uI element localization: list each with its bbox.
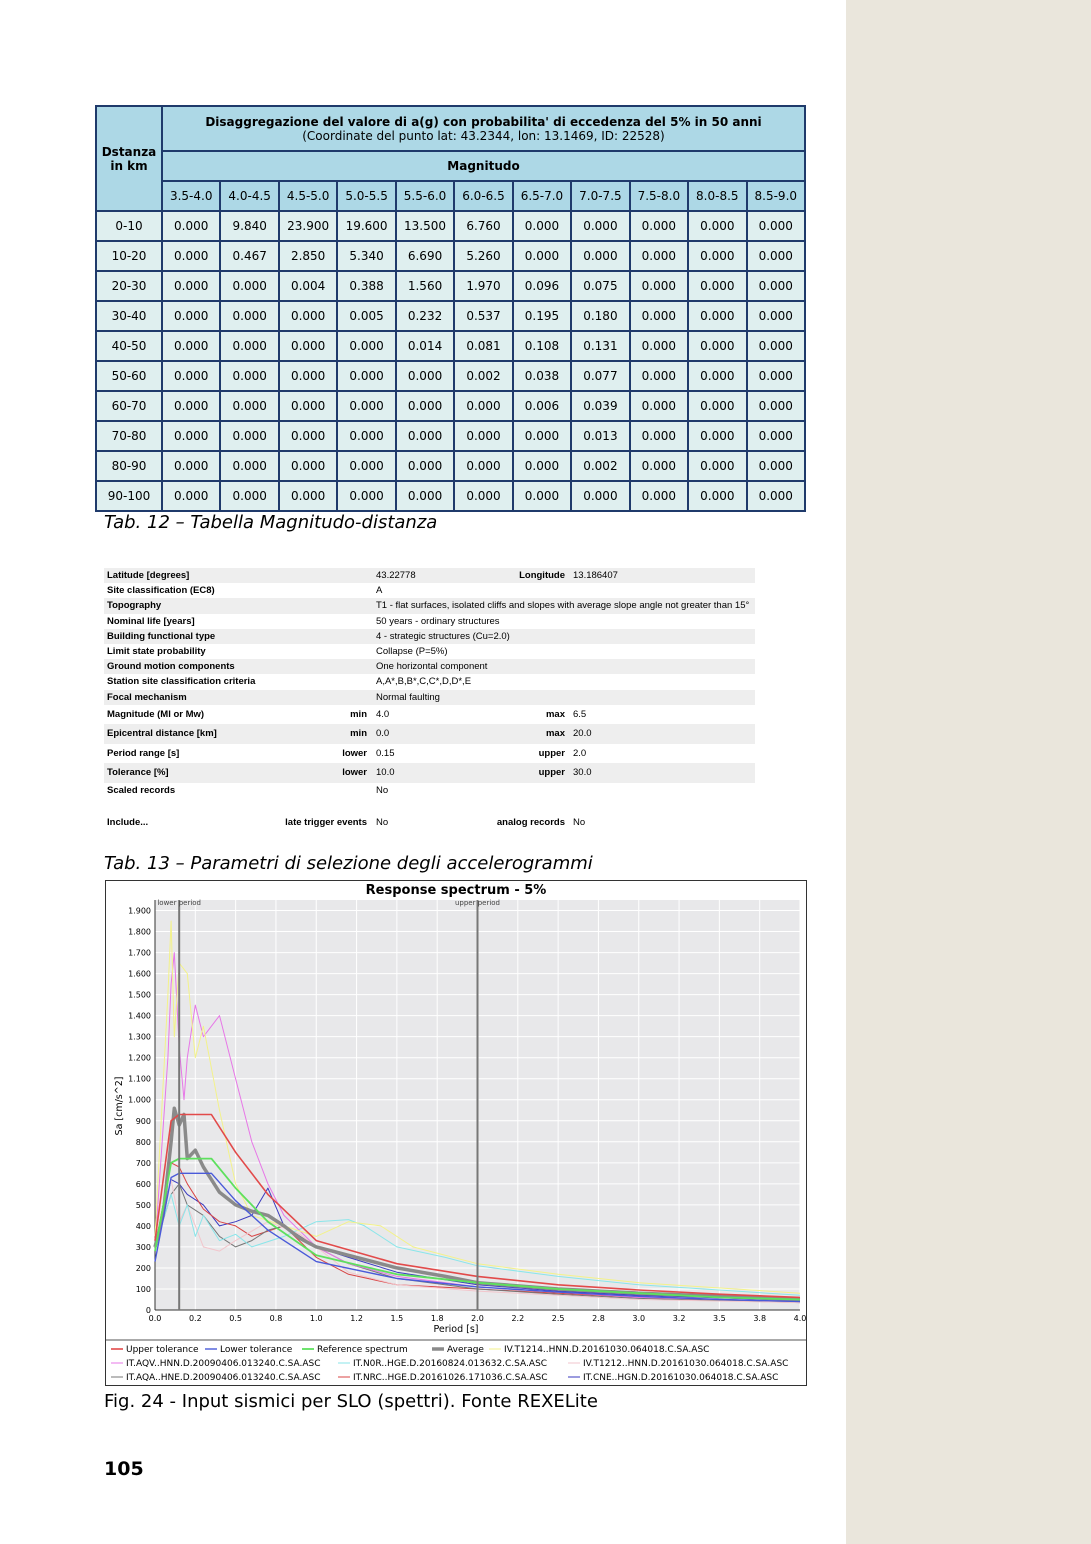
parameter-value-secondary: 20.0 [573,728,592,740]
value-cell: 0.000 [397,452,453,480]
x-tick-label: 1.8 [430,1314,444,1323]
x-tick-label: 4.0 [793,1314,806,1323]
x-tick-label: 2.8 [592,1314,605,1323]
y-tick-label: 1.800 [128,927,151,937]
table-row [97,212,804,240]
value-cell: 0.000 [748,242,804,270]
value-cell: 0.000 [397,362,453,390]
value-cell: 0.000 [514,452,570,480]
value-cell: 13.500 [397,212,453,240]
parameter-label: Topography [107,600,162,612]
parameter-value: 43.22778 [376,570,416,581]
distance-cell: 70-80 [97,422,161,450]
parameter-row [104,598,755,613]
parameter-label-secondary: max [545,728,565,740]
value-cell: 0.000 [689,332,745,360]
value-cell: 0.000 [163,422,219,450]
value-cell: 0.000 [631,302,687,330]
value-cell: 0.081 [455,332,511,360]
value-cell: 0.000 [455,422,511,450]
parameter-row [104,614,755,629]
x-tick-label: 0.0 [148,1314,162,1323]
distance-cell: 20-30 [97,272,161,300]
parameter-label: Station site classification criteria [107,676,256,688]
legend-entry: IV.T1212..HNN.D.20161030.064018.C.SA.ASC [583,1359,789,1369]
value-cell: 0.000 [572,482,628,510]
value-cell: 0.000 [689,302,745,330]
value-cell: 0.000 [631,272,687,300]
parameter-label: Building functional type [107,630,216,642]
parameter-value: Collapse (P=5%) [376,645,448,657]
value-cell: 6.760 [455,212,511,240]
parameter-value-secondary: 13.186407 [573,570,618,581]
table-row [97,242,804,270]
table-row [97,482,804,510]
value-cell: 0.000 [748,392,804,420]
value-cell: 0.000 [338,422,394,450]
y-tick-label: 600 [135,1179,151,1189]
include-value-secondary: No [573,816,586,828]
parameter-row [104,705,755,725]
value-cell: 0.000 [514,422,570,450]
page-number: 105 [104,1458,144,1480]
parameter-label-secondary: max [545,708,565,720]
y-tick-label: 1.400 [128,1011,151,1021]
parameter-label: Limit state probability [107,645,206,657]
parameter-sublabel: lower [342,767,367,779]
value-cell: 0.000 [397,392,453,420]
y-tick-label: 100 [135,1284,151,1294]
value-cell: 0.000 [163,392,219,420]
x-tick-label: 3.8 [753,1314,767,1323]
parameter-label: Period range [s] [107,747,180,759]
value-cell: 0.000 [163,452,219,480]
value-cell: 0.000 [572,212,628,240]
value-cell: 0.000 [455,452,511,480]
legend-entry: Upper tolerance [126,1345,199,1355]
parameter-row [104,583,755,598]
value-cell: 0.000 [748,212,804,240]
value-cell: 6.690 [397,242,453,270]
parameter-value: 4 - strategic structures (Cu=2.0) [376,630,510,642]
x-tick-label: 0.8 [269,1314,283,1323]
value-cell: 0.000 [748,482,804,510]
parameter-row [104,644,755,659]
value-cell: 0.000 [514,242,570,270]
value-cell: 0.000 [514,212,570,240]
value-cell: 0.000 [221,332,277,360]
corner-label: Dstanza in km [97,107,161,210]
value-cell: 0.467 [221,242,277,270]
value-cell: 0.002 [572,452,628,480]
value-cell: 0.000 [631,422,687,450]
value-cell: 0.000 [397,482,453,510]
parameter-row [104,724,755,744]
value-cell: 9.840 [221,212,277,240]
parameter-row [104,763,755,783]
magnitude-bins-row [97,182,804,210]
legend-entry: IT.NRC..HGE.D.20161026.171036.C.SA.ASC [353,1373,548,1383]
parameter-value: 50 years - ordinary structures [376,615,500,627]
selection-parameters-table [104,568,755,830]
parameter-label: Ground motion components [107,661,235,673]
value-cell: 0.000 [163,212,219,240]
magnitude-bin: 6.5-7.0 [514,182,570,210]
value-cell: 0.000 [748,272,804,300]
value-cell: 0.000 [689,422,745,450]
distance-cell: 90-100 [97,482,161,510]
y-tick-label: 900 [135,1116,151,1126]
value-cell: 0.000 [397,422,453,450]
table-title [163,107,804,150]
table-row [97,452,804,480]
value-cell: 0.000 [163,482,219,510]
magnitude-distance-table [95,105,806,512]
legend-entry: IT.AQV..HNN.D.20090406.013240.C.SA.ASC [126,1359,321,1369]
value-cell: 0.180 [572,302,628,330]
magnitude-bin: 7.0-7.5 [572,182,628,210]
value-cell: 0.000 [280,452,336,480]
legend-entry: Reference spectrum [317,1345,408,1355]
table-row [97,392,804,420]
value-cell: 0.000 [631,332,687,360]
y-tick-label: 400 [135,1221,151,1231]
y-tick-label: 1.900 [128,906,151,916]
include-row [104,815,755,830]
value-cell: 0.000 [689,392,745,420]
distance-cell: 60-70 [97,392,161,420]
parameter-value: One horizontal component [376,661,488,673]
value-cell: 0.014 [397,332,453,360]
spacer [104,798,755,815]
side-band [846,0,1091,1544]
legend-entry: IT.CNE..HGN.D.20161030.064018.C.SA.ASC [583,1373,779,1383]
legend-entry: Lower tolerance [220,1345,293,1355]
value-cell: 0.388 [338,272,394,300]
parameter-value: Normal faulting [376,691,440,703]
value-cell: 2.850 [280,242,336,270]
table-row [97,422,804,450]
y-tick-label: 1.700 [128,948,151,958]
value-cell: 0.000 [221,482,277,510]
value-cell: 0.108 [514,332,570,360]
y-tick-label: 700 [135,1158,151,1168]
value-cell: 0.000 [748,332,804,360]
magnitude-header: Magnitudo [163,152,804,180]
table13-caption: Tab. 13 – Parametri di selezione degli accelerogrammi [104,853,593,874]
value-cell: 0.000 [748,362,804,390]
y-tick-label: 1.300 [128,1032,151,1042]
value-cell: 0.000 [455,392,511,420]
value-cell: 5.340 [338,242,394,270]
x-tick-label: 3.2 [672,1314,686,1323]
legend-entry: Average [447,1345,484,1355]
value-cell: 0.000 [221,452,277,480]
value-cell: 0.000 [163,302,219,330]
value-cell: 0.000 [514,482,570,510]
parameter-label: Tolerance [%] [107,767,169,779]
table-row [97,272,804,300]
y-tick-label: 0 [145,1306,151,1315]
distance-cell: 10-20 [97,242,161,270]
table-title-main: Disaggregazione del valore di a(g) con probabilita' di eccedenza del 5% in 50 anni [205,114,762,129]
y-tick-label: 1.600 [128,969,151,979]
response-spectrum-chart [105,880,807,1386]
x-tick-label: 0.2 [188,1314,202,1323]
x-axis-label: Period [s] [433,1324,479,1335]
x-tick-label: 1.2 [350,1314,363,1323]
y-tick-label: 1.000 [128,1095,151,1105]
value-cell: 0.013 [572,422,628,450]
parameter-row [104,690,755,705]
distance-cell: 0-10 [97,212,161,240]
value-cell: 0.000 [163,362,219,390]
value-cell: 0.000 [280,422,336,450]
parameter-value-secondary: 30.0 [573,767,592,779]
value-cell: 23.900 [280,212,336,240]
parameter-value: A,A*,B,B*,C,C*,D,D*,E [376,676,472,688]
x-tick-label: 2.0 [471,1314,484,1323]
value-cell: 0.006 [514,392,570,420]
parameter-row [104,674,755,689]
table-body [97,212,804,510]
value-cell: 0.000 [748,302,804,330]
magnitude-bin: 6.0-6.5 [455,182,511,210]
value-cell: 0.000 [689,452,745,480]
value-cell: 0.002 [455,362,511,390]
value-cell: 19.600 [338,212,394,240]
parameter-label: Scaled records [107,784,176,796]
legend-entry: IV.T1214..HNN.D.20161030.064018.C.SA.ASC [504,1345,710,1355]
x-tick-label: 0.5 [229,1314,242,1323]
include-label: Include... [107,816,149,828]
value-cell: 0.000 [221,272,277,300]
value-cell: 0.131 [572,332,628,360]
parameter-sublabel: min [350,708,367,720]
value-cell: 0.195 [514,302,570,330]
parameter-value-secondary: 2.0 [573,747,587,759]
y-tick-label: 1.500 [128,990,151,1000]
parameter-row [104,629,755,644]
include-sublabel: late trigger events [285,816,367,828]
x-tick-label: 2.5 [551,1314,565,1323]
y-tick-label: 1.100 [128,1074,151,1084]
value-cell: 0.000 [280,392,336,420]
y-tick-label: 1.200 [128,1053,151,1063]
value-cell: 0.077 [572,362,628,390]
table12-caption: Tab. 12 – Tabella Magnitudo-distanza [104,512,438,533]
distance-cell: 50-60 [97,362,161,390]
magnitude-bin: 4.0-4.5 [221,182,277,210]
magnitude-bin: 5.0-5.5 [338,182,394,210]
distance-cell: 30-40 [97,302,161,330]
value-cell: 0.000 [689,242,745,270]
value-cell: 1.560 [397,272,453,300]
y-axis-label: Sa [cm/s^2] [114,1076,125,1136]
value-cell: 0.000 [280,302,336,330]
value-cell: 0.096 [514,272,570,300]
magnitude-bin: 4.5-5.0 [280,182,336,210]
distance-cell: 40-50 [97,332,161,360]
value-cell: 0.000 [338,452,394,480]
value-cell: 0.000 [280,362,336,390]
x-tick-label: 3.5 [713,1314,726,1323]
value-cell: 0.000 [689,482,745,510]
parameter-label-secondary: Longitude [519,570,565,581]
y-tick-label: 800 [135,1137,151,1147]
parameter-value: No [376,784,389,796]
parameter-value: T1 - flat surfaces, isolated cliffs and slopes with average slope angle not greater than 15° [376,600,750,612]
value-cell: 1.970 [455,272,511,300]
legend-entry: IT.N0R..HGE.D.20160824.013632.C.SA.ASC [353,1359,548,1369]
parameter-label: Nominal life [years] [107,615,195,627]
parameter-value: 10.0 [376,767,395,779]
table-row [97,302,804,330]
parameter-row [104,659,755,674]
value-cell: 0.232 [397,302,453,330]
parameter-value: 4.0 [376,708,390,720]
value-cell: 0.000 [455,482,511,510]
x-tick-label: 1.5 [390,1314,404,1323]
parameter-sublabel: lower [342,747,367,759]
value-cell: 0.000 [221,422,277,450]
parameter-label-secondary: upper [538,747,565,759]
figure-caption: Fig. 24 - Input sismici per SLO (spettri). Fonte REXELite [104,1391,598,1412]
value-cell: 0.000 [338,332,394,360]
value-cell: 0.000 [163,332,219,360]
value-cell: 0.000 [689,212,745,240]
value-cell: 0.000 [221,362,277,390]
value-cell: 0.000 [163,242,219,270]
legend-entry: IT.AQA..HNE.D.20090406.013240.C.SA.ASC [126,1373,321,1383]
parameter-label-secondary: upper [538,767,565,779]
parameter-label: Epicentral distance [km] [107,728,217,740]
value-cell: 0.039 [572,392,628,420]
value-cell: 0.000 [338,392,394,420]
magnitude-bin: 5.5-6.0 [397,182,453,210]
parameter-row [104,568,755,583]
x-tick-label: 3.0 [632,1314,646,1323]
magnitude-bin: 3.5-4.0 [163,182,219,210]
magnitude-bin: 7.5-8.0 [631,182,687,210]
value-cell: 0.537 [455,302,511,330]
value-cell: 0.000 [338,362,394,390]
value-cell: 0.004 [280,272,336,300]
parameter-label: Magnitude (Ml or Mw) [107,708,205,720]
table-subtitle: (Coordinate del punto lat: 43.2344, lon: 13.1469, ID: 22528) [302,128,665,143]
value-cell: 5.260 [455,242,511,270]
parameter-label: Latitude [degrees] [107,570,190,581]
value-cell: 0.000 [631,392,687,420]
chart-title: Response spectrum - 5% [365,883,547,898]
value-cell: 0.000 [631,452,687,480]
period-line-label: upper period [454,899,501,907]
include-value: No [376,816,389,828]
value-cell: 0.000 [689,272,745,300]
parameter-value: 0.15 [376,747,395,759]
y-tick-label: 500 [135,1200,151,1210]
distance-cell: 80-90 [97,452,161,480]
value-cell: 0.005 [338,302,394,330]
table-row [97,362,804,390]
value-cell: 0.000 [631,212,687,240]
value-cell: 0.000 [748,452,804,480]
include-label-secondary: analog records [496,816,565,828]
value-cell: 0.000 [221,302,277,330]
parameter-sublabel: min [350,728,367,740]
value-cell: 0.038 [514,362,570,390]
value-cell: 0.000 [163,272,219,300]
parameter-value-secondary: 6.5 [573,708,587,720]
value-cell: 0.000 [631,362,687,390]
value-cell: 0.000 [748,422,804,450]
value-cell: 0.000 [572,242,628,270]
chart-svg [106,881,806,1385]
y-tick-label: 300 [135,1242,151,1252]
value-cell: 0.075 [572,272,628,300]
value-cell: 0.000 [280,332,336,360]
value-cell: 0.000 [689,362,745,390]
x-tick-label: 2.2 [511,1314,525,1323]
value-cell: 0.000 [338,482,394,510]
parameter-value: A [376,585,383,597]
period-line-label: lower period [157,899,202,907]
x-tick-label: 1.0 [309,1314,323,1323]
value-cell: 0.000 [280,482,336,510]
parameter-label: Focal mechanism [107,691,187,703]
parameter-value: 0.0 [376,728,390,740]
value-cell: 0.000 [221,392,277,420]
magnitude-bin: 8.0-8.5 [689,182,745,210]
table-row [97,332,804,360]
value-cell: 0.000 [631,482,687,510]
y-tick-label: 200 [135,1263,151,1273]
value-cell: 0.000 [631,242,687,270]
parameter-label: Site classification (EC8) [107,585,215,597]
magnitude-bin: 8.5-9.0 [748,182,804,210]
parameter-row [104,783,755,798]
parameter-row [104,744,755,764]
